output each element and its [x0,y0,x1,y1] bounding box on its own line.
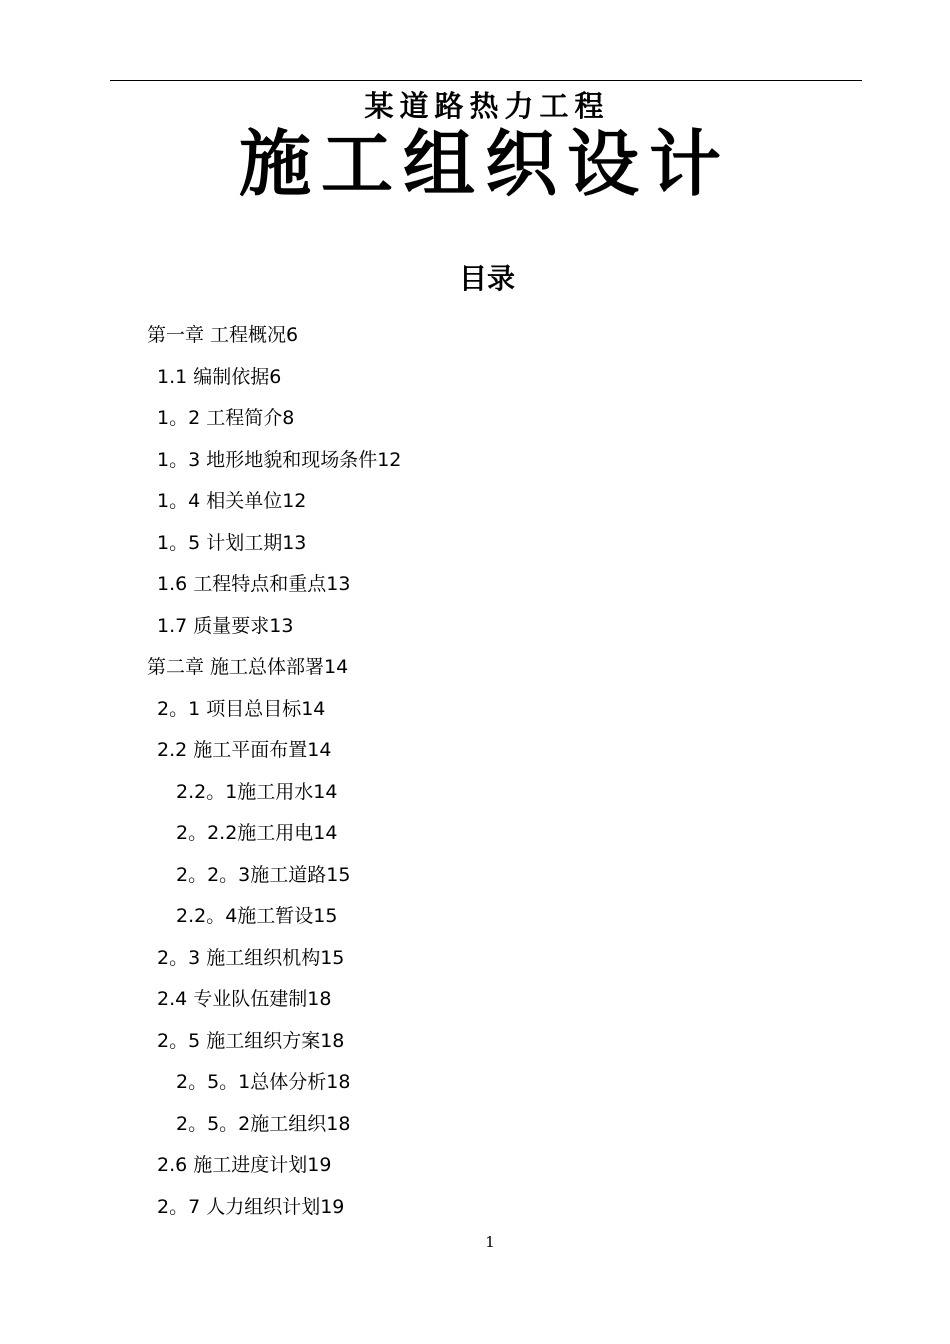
toc-section-entry[interactable]: 2.6 施工进度计划19 [157,1154,332,1176]
toc-chapter-entry[interactable]: 第一章 工程概况6 [147,324,299,346]
toc-section-entry[interactable]: 1。2 工程简介8 [157,407,295,429]
toc-chapter-entry[interactable]: 第二章 施工总体部署14 [147,656,349,678]
toc-section-entry[interactable]: 2。2。3施工道路15 [176,863,351,886]
toc-section-entry[interactable]: 2。2.2施工用电14 [176,822,338,844]
toc-section-entry[interactable]: 2。1 项目总目标14 [157,697,326,720]
toc-section-entry[interactable]: 2。5 施工组织方案18 [157,1029,345,1052]
document-title: 施工组织设计 [238,121,731,206]
toc-section-entry[interactable]: 1。4 相关单位12 [157,490,307,512]
toc-section-entry[interactable]: 2。7 人力组织计划19 [157,1195,345,1218]
page-number: 1 [485,1233,495,1251]
toc-section-entry[interactable]: 2.2。4施工暂设15 [176,905,338,927]
toc-heading: 目录 [458,262,515,295]
table-of-contents [0,318,950,1231]
header-rule [110,80,862,81]
document-subtitle: 某道路热力工程 [364,89,610,123]
toc-section-entry[interactable]: 1。3 地形地貌和现场条件12 [157,448,402,471]
toc-section-entry[interactable]: 2。5。2施工组织18 [176,1112,351,1135]
toc-section-entry[interactable]: 2.2。1施工用水14 [176,780,338,803]
toc-section-entry[interactable]: 1.6 工程特点和重点13 [157,573,351,595]
toc-section-entry[interactable]: 1。5 计划工期13 [157,531,307,554]
toc-section-entry[interactable]: 1.1 编制依据6 [157,365,282,388]
toc-section-entry[interactable]: 1.7 质量要求13 [157,614,294,637]
toc-section-entry[interactable]: 2。3 施工组织机构15 [157,946,345,969]
toc-section-entry[interactable]: 2.4 专业队伍建制18 [157,988,332,1010]
toc-section-entry[interactable]: 2。5。1总体分析18 [176,1071,351,1093]
toc-section-entry[interactable]: 2.2 施工平面布置14 [157,739,332,761]
